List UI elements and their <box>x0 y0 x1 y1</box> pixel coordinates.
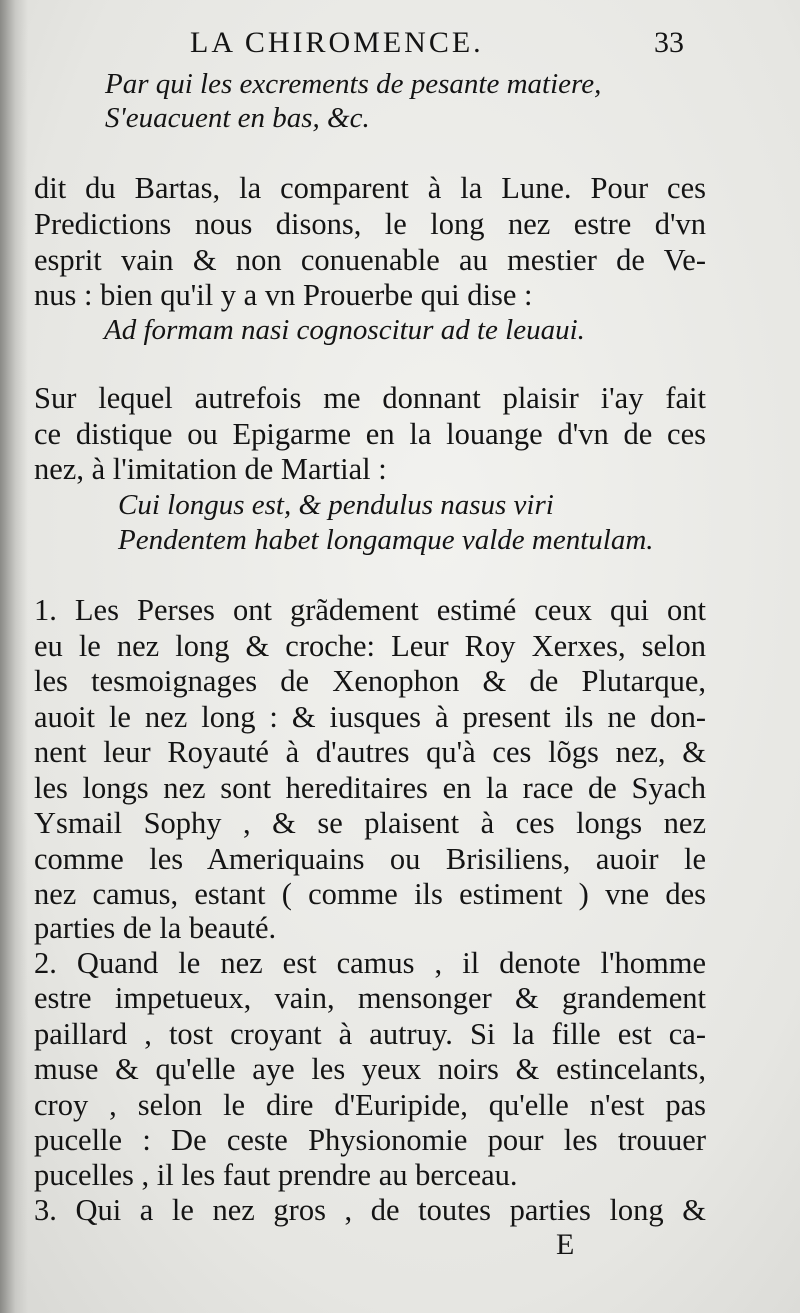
distich-line: Cui longus est, & pendulus nasus viri <box>118 489 554 521</box>
text-line: croy , selon le dire d'Euripide, qu'elle n'est pas <box>34 1088 706 1122</box>
text-line: nez, à l'imitation de Martial : <box>34 452 387 486</box>
text-line: comme les Ameriquains ou Brisiliens, auoir le <box>34 842 706 876</box>
text-line: Ysmail Sophy , & se plaisent à ces longs nez <box>34 806 706 840</box>
distich-line: Pendentem habet longamque valde mentulam. <box>118 524 654 556</box>
text-line: paillard , tost croyant à autruy. Si la fille est ca- <box>34 1017 706 1051</box>
text-line: estre impetueux, vain, mensonger & grandement <box>34 981 706 1015</box>
running-title: LA CHIROMENCE. <box>190 26 484 59</box>
quote-line: Par qui les excrements de pesante matiere, <box>105 68 602 100</box>
text-line: pucelles , il les faut prendre au berceau. <box>34 1158 518 1192</box>
text-line: pucelle : De ceste Physionomie pour les trouuer <box>34 1123 706 1157</box>
text-line: nent leur Royauté à d'autres qu'à ces lõgs nez, & <box>34 735 706 769</box>
text-line: muse & qu'elle aye les yeux noirs & estincelants, <box>34 1052 706 1086</box>
quote-line: S'euacuent en bas, &c. <box>105 102 370 134</box>
text-line: parties de la beauté. <box>34 911 277 945</box>
text-line: nus : bien qu'il y a vn Prouerbe qui dise : <box>34 278 533 312</box>
text-line: 3. Qui a le nez gros , de toutes parties long & <box>34 1193 706 1227</box>
text-line: 1. Les Perses ont grãdement estimé ceux qui ont <box>34 593 706 627</box>
latin-proverb: Ad formam nasi cognoscitur ad te leuaui. <box>104 314 585 346</box>
page-number: 33 <box>654 26 684 59</box>
gutter-shadow <box>0 0 28 1313</box>
text-line: les longs nez sont hereditaires en la race de Syach <box>34 771 706 805</box>
text-line: les tesmoignages de Xenophon & de Plutarque, <box>34 664 706 698</box>
text-line: auoit le nez long : & iusques à present ils ne don- <box>34 700 706 734</box>
text-line: Predictions nous disons, le long nez estre d'vn <box>34 207 706 241</box>
text-line: nez camus, estant ( comme ils estiment ) vne des <box>34 877 706 911</box>
signature-mark: E <box>556 1228 575 1261</box>
text-line: eu le nez long & croche: Leur Roy Xerxes, selon <box>34 629 706 663</box>
text-line: 2. Quand le nez est camus , il denote l'homme <box>34 946 706 980</box>
text-line: esprit vain & non conuenable au mestier de Ve- <box>34 243 706 277</box>
text-line: dit du Bartas, la comparent à la Lune. Pour ces <box>34 171 706 205</box>
text-line: Sur lequel autrefois me donnant plaisir i'ay fait <box>34 381 706 415</box>
text-line: ce distique ou Epigarme en la louange d'vn de ces <box>34 417 706 451</box>
